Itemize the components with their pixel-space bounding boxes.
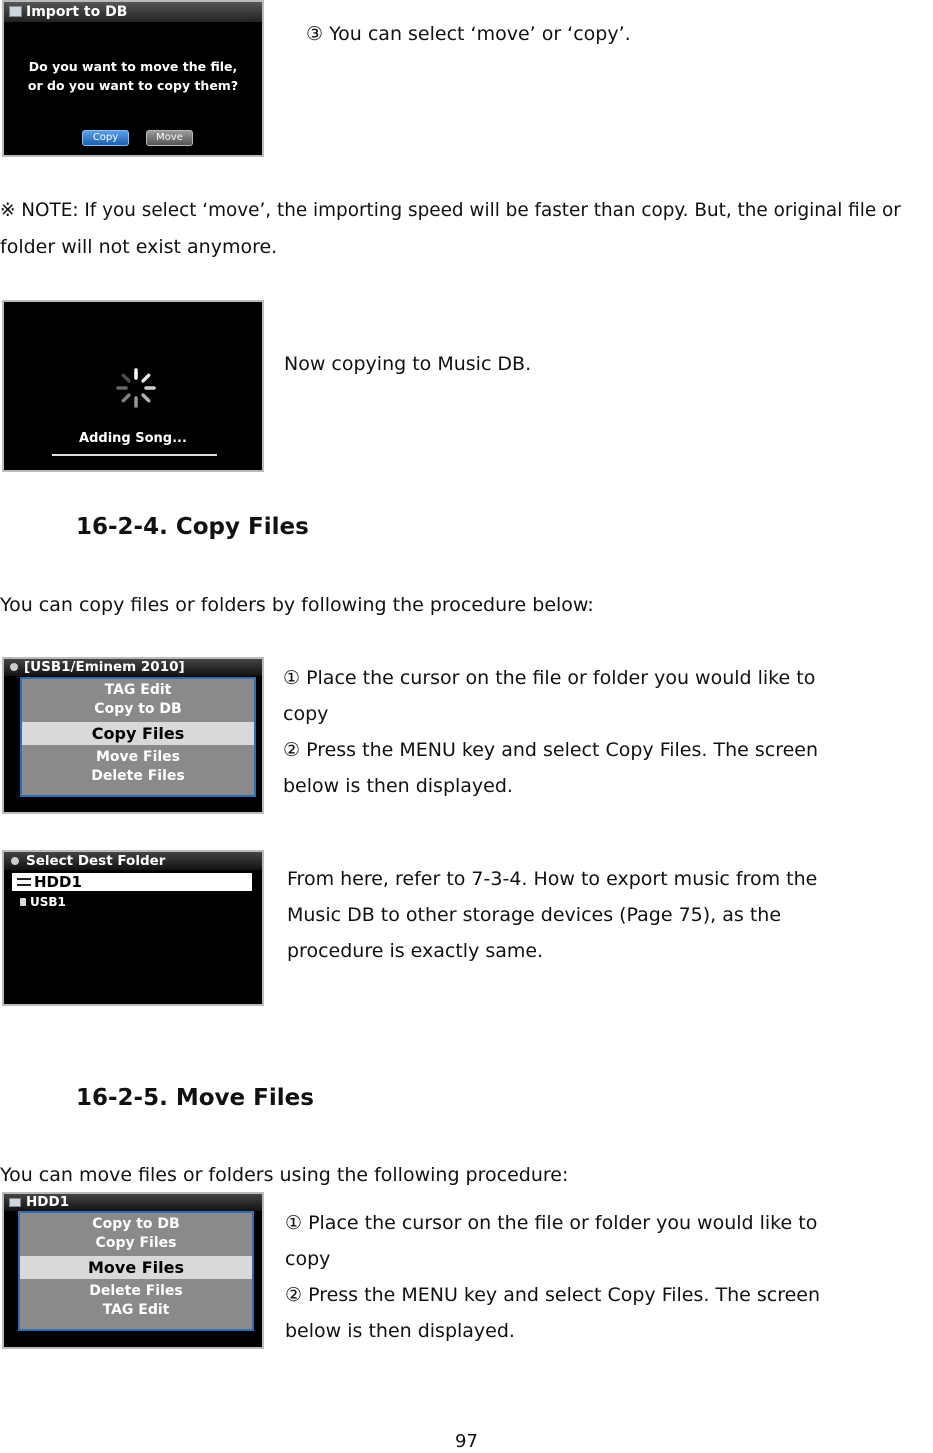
adding-song-screenshot — [2, 300, 264, 472]
dest-title-bar — [4, 852, 262, 870]
copy-step2-line1: ② Press the MENU key and select Copy Files. The screen — [283, 739, 819, 761]
copying-text: Now copying to Music DB. — [284, 353, 532, 375]
move-button[interactable]: Move — [146, 130, 193, 146]
folder-icon — [9, 6, 22, 17]
menu-item-tag-edit[interactable]: TAG Edit — [104, 682, 172, 698]
copy-context-menu — [20, 677, 256, 797]
intro-move: You can move files or folders using the following procedure: — [0, 1164, 569, 1186]
menu-item-move-files[interactable]: Move Files — [20, 1256, 252, 1279]
copy-menu-title-bar — [4, 659, 262, 676]
menu-item-copy-to-db[interactable]: Copy to DB — [94, 701, 182, 717]
import-title: Import to DB — [26, 4, 128, 20]
move-menu-title-bar — [4, 1194, 262, 1211]
move-steps — [285, 1205, 863, 1349]
menu-item-delete-files[interactable]: Delete Files — [91, 768, 185, 784]
import-title-bar — [4, 2, 262, 22]
move-step2-line2: below is then displayed. — [285, 1320, 515, 1342]
select-dest-screenshot — [2, 850, 264, 1006]
menu-item-tag-edit[interactable]: TAG Edit — [102, 1302, 170, 1318]
copy-step1-line1: ① Place the cursor on the file or folder you would like to — [283, 667, 816, 689]
heading-copy-files: 16-2-4. Copy Files — [76, 514, 309, 540]
note-line2: folder will not exist anymore. — [0, 236, 278, 258]
progress-line — [52, 454, 217, 456]
ref-line1: From here, refer to 7-3-4. How to export music from the — [287, 868, 818, 890]
page-number: 97 — [455, 1431, 478, 1452]
loading-spinner-icon — [114, 366, 158, 410]
import-question-line1: Do you want to move the file, — [28, 59, 238, 74]
menu-item-copy-files[interactable]: Copy Files — [95, 1235, 177, 1251]
usb-icon — [20, 898, 26, 906]
drive-icon — [17, 878, 31, 886]
disc-icon — [11, 857, 19, 865]
move-step1-line1: ① Place the cursor on the file or folder you would like to — [285, 1212, 818, 1234]
import-question — [4, 57, 262, 95]
copy-menu-screenshot — [2, 657, 264, 814]
copy-step2-line2: below is then displayed. — [283, 775, 513, 797]
ref-line3: procedure is exactly same. — [287, 940, 544, 962]
move-menu-screenshot — [2, 1192, 264, 1349]
move-menu-title: HDD1 — [26, 1194, 70, 1210]
move-step1-line2: copy — [285, 1248, 331, 1270]
menu-item-delete-files[interactable]: Delete Files — [89, 1283, 183, 1299]
intro-copy: You can copy files or folders by following the procedure below: — [0, 594, 594, 616]
menu-item-copy-to-db[interactable]: Copy to DB — [92, 1216, 180, 1232]
note-line1: ※ NOTE: If you select ‘move’, the importing speed will be faster than copy. But, the original file or — [0, 200, 901, 221]
disc-icon — [10, 663, 18, 671]
drive-icon — [9, 1198, 21, 1207]
menu-item-copy-files[interactable]: Copy Files — [22, 722, 254, 745]
ref-line2: Music DB to other storage devices (Page 75), as the — [287, 904, 782, 926]
dest-item-usb1-label: USB1 — [30, 895, 66, 909]
dest-item-hdd1-label: HDD1 — [34, 873, 82, 891]
adding-status: Adding Song... — [79, 431, 187, 446]
menu-item-move-files[interactable]: Move Files — [95, 749, 181, 765]
import-question-line2: or do you want to copy them? — [27, 78, 239, 93]
dest-item-hdd1[interactable] — [12, 873, 252, 891]
move-step2-line1: ② Press the MENU key and select Copy Files. The screen — [285, 1284, 821, 1306]
import-to-db-screenshot — [2, 0, 264, 157]
heading-move-files: 16-2-5. Move Files — [76, 1085, 314, 1111]
copy-step1-line2: copy — [283, 703, 329, 725]
reference-text — [287, 861, 817, 969]
copy-button[interactable]: Copy — [82, 130, 129, 146]
dest-title: Select Dest Folder — [26, 853, 166, 869]
copy-menu-title: [USB1/Eminem 2010] — [24, 659, 185, 675]
copy-steps — [283, 660, 861, 804]
move-context-menu — [18, 1211, 254, 1331]
step3-text: ③ You can select ‘move’ or ‘copy’. — [306, 23, 631, 45]
